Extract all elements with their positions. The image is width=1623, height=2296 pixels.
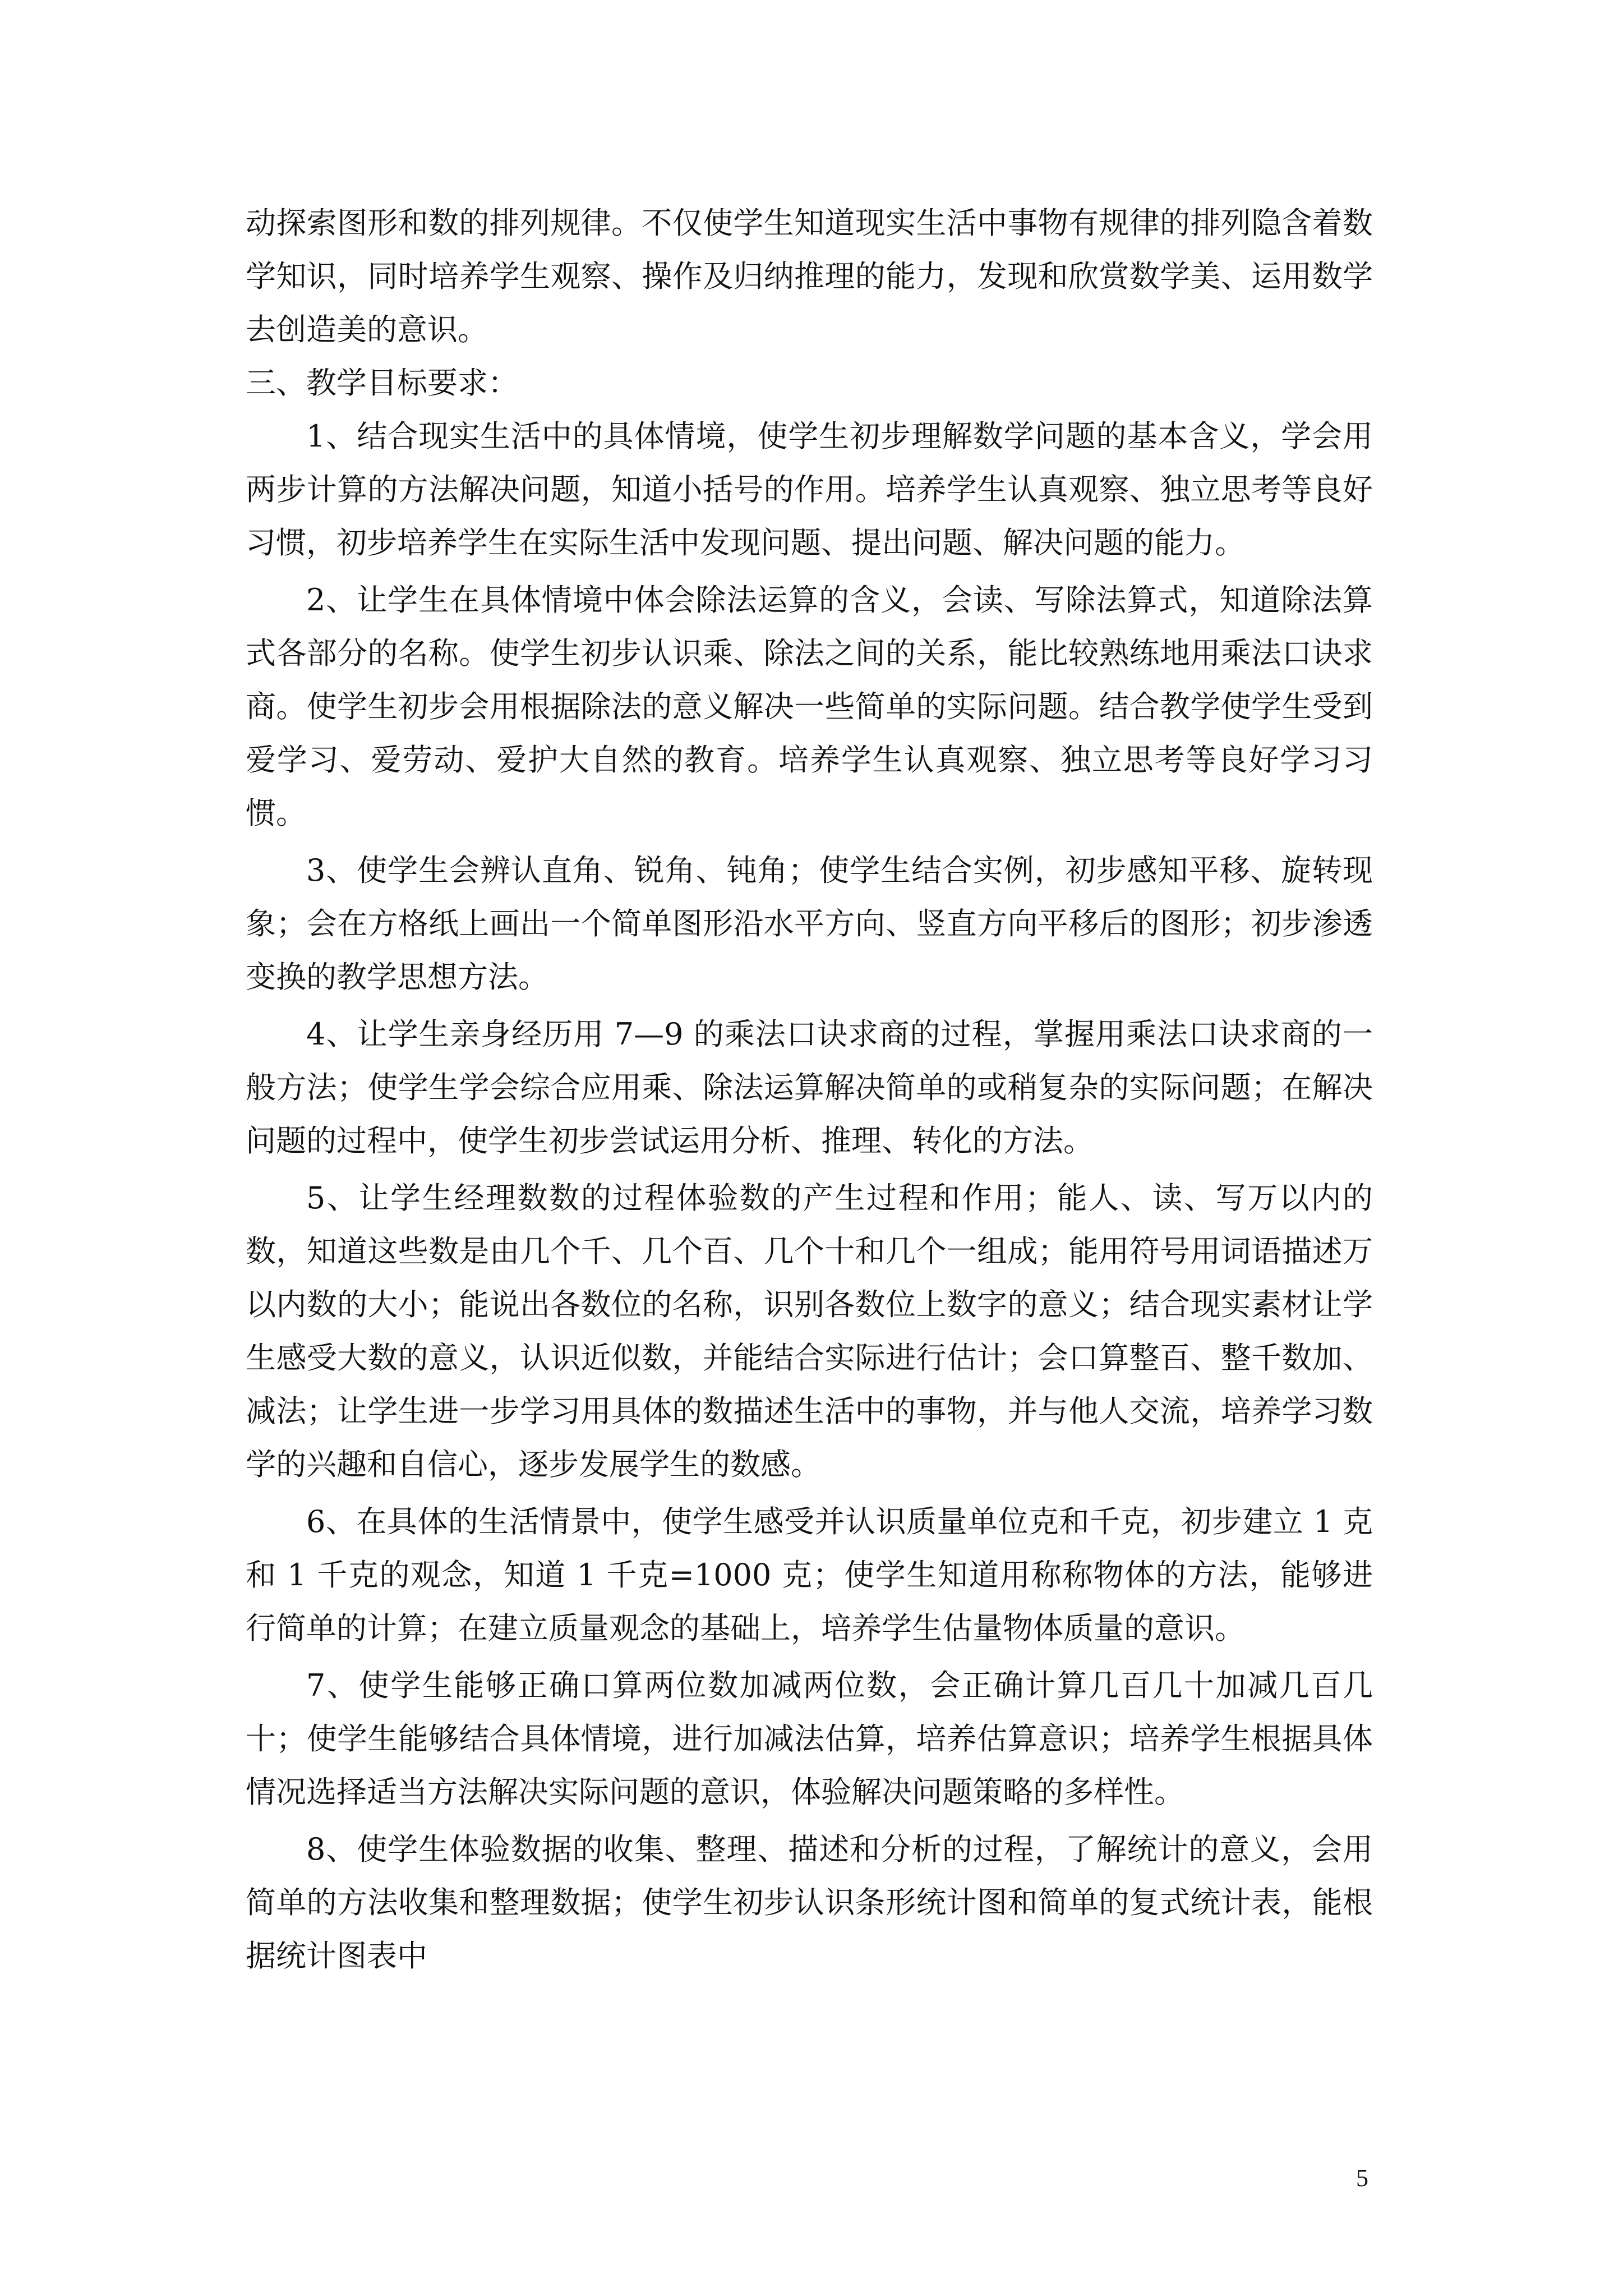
section-heading: 三、教学目标要求： [246,365,518,401]
body-text [246,196,1373,1982]
paragraph-objective-6: 6、在具体的生活情景中，使学生感受并认识质量单位克和千克，初步建立 1 克和 1 千克的观念，知道 1 千克=1000 克；使学生知道用称称物体的方法，能够进行简单的计算；在建立质量观念的基础上，培养学生估量物体质量的意识。 [246,1504,1373,1646]
paragraph-objective-7: 7、使学生能够正确口算两位数加减两位数，会正确计算几百几十加减几百几十；使学生能够结合具体情境，进行加减法估算，培养估算意识；培养学生根据具体情况选择适当方法解决实际问题的意识，体验解决问题策略的多样性。 [246,1668,1373,1810]
paragraph-objective-1: 1、结合现实生活中的具体情境，使学生初步理解数学问题的基本含义，学会用两步计算的方法解决问题，知道小括号的作用。培养学生认真观察、独立思考等良好习惯，初步培养学生在实际生活中发现问题、提出问题、解决问题的能力。 [246,418,1373,560]
paragraph-continuation: 动探索图形和数的排列规律。不仅使学生知道现实生活中事物有规律的排列隐含着数学知识，同时培养学生观察、操作及归纳推理的能力，发现和欣赏数学美、运用数学去创造美的意识。 [246,205,1373,347]
page-number: 5 [1356,2164,1368,2192]
paragraph-objective-3: 3、使学生会辨认直角、锐角、钝角；使学生结合实例，初步感知平移、旋转现象；会在方格纸上画出一个简单图形沿水平方向、竖直方向平移后的图形；初步渗透变换的教学思想方法。 [246,853,1373,995]
paragraph-objective-4: 4、让学生亲身经历用 7—9 的乘法口诀求商的过程，掌握用乘法口诀求商的一般方法；使学生学会综合应用乘、除法运算解决简单的或稍复杂的实际问题；在解决问题的过程中，使学生初步尝试运用分析、推理、转化的方法。 [246,1016,1373,1158]
paragraph-objective-5: 5、让学生经理数数的过程体验数的产生过程和作用；能人、读、写万以内的数，知道这些数是由几个千、几个百、几个十和几个一组成；能用符号用词语描述万以内数的大小；能说出各数位的名称，识别各数位上数字的意义；结合现实素材让学生感受大数的意义，认识近似数，并能结合实际进行估计；会口算整百、整千数加、减法；让学生进一步学习用具体的数描述生活中的事物，并与他人交流，培养学习数学的兴趣和自信心，逐步发展学生的数感。 [246,1180,1373,1482]
paragraph-objective-2: 2、让学生在具体情境中体会除法运算的含义，会读、写除法算式，知道除法算式各部分的名称。使学生初步认识乘、除法之间的关系，能比较熟练地用乘法口诀求商。使学生初步会用根据除法的意义解决一些简单的实际问题。结合教学使学生受到爱学习、爱劳动、爱护大自然的教育。培养学生认真观察、独立思考等良好学习习惯。 [246,582,1373,831]
paragraph-objective-8: 8、使学生体验数据的收集、整理、描述和分析的过程，了解统计的意义，会用简单的方法收集和整理数据；使学生初步认识条形统计图和简单的复式统计表，能根据统计图表中 [246,1832,1373,1973]
